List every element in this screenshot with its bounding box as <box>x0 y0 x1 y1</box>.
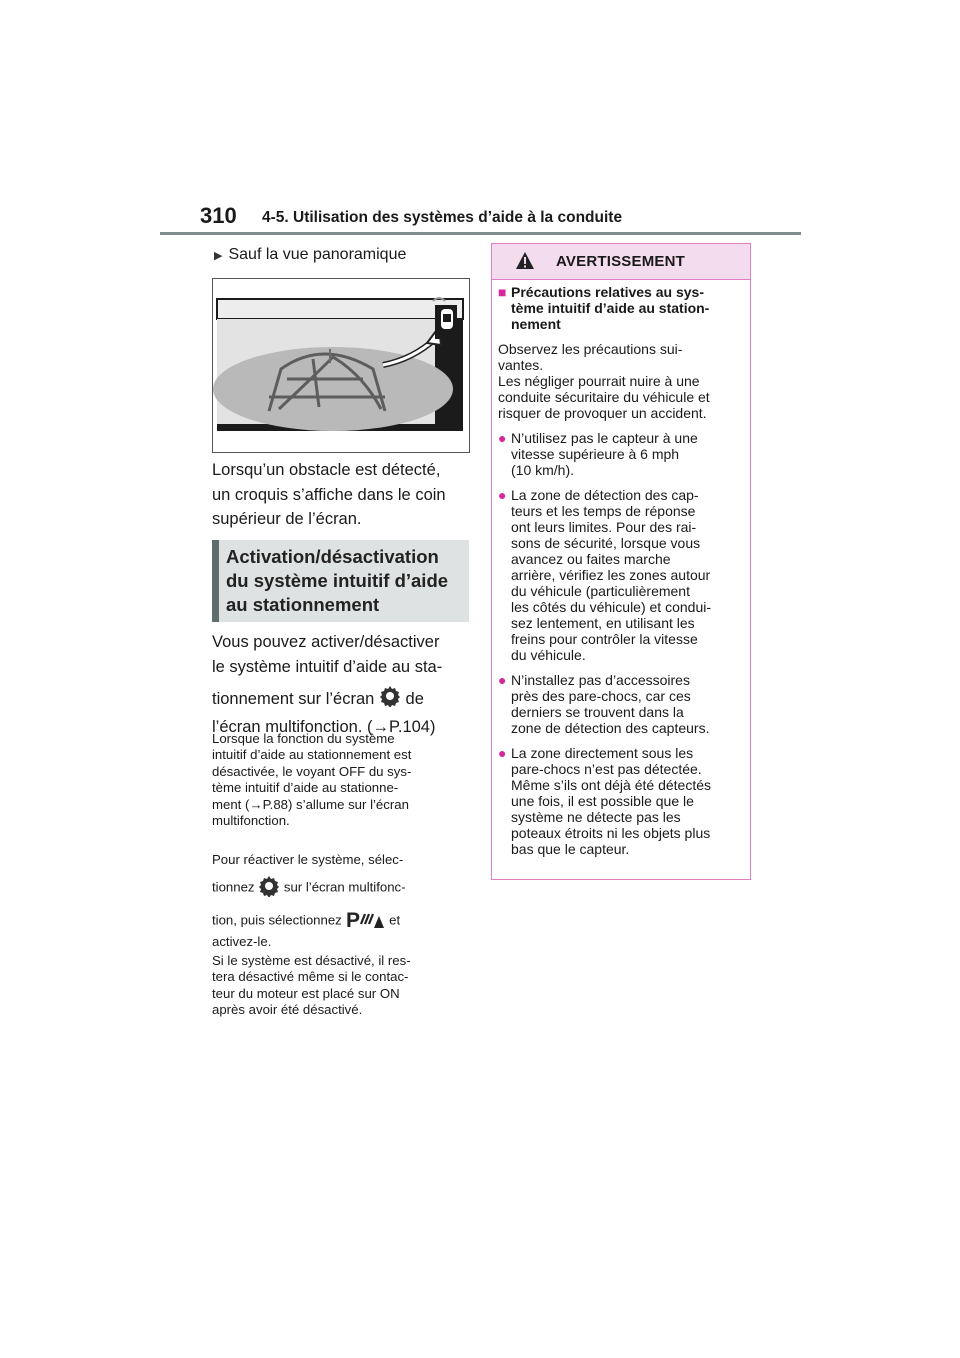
warning-item-line: vitesse supérieure à 6 mph <box>511 446 680 462</box>
p1-line: Vous pouvez activer/désactiver <box>212 633 440 651</box>
warning-title-line: tème intuitif d’aide au station- <box>511 300 710 316</box>
dot-bullet-icon: ● <box>498 487 507 503</box>
warning-item-line: une fois, il est possible que le <box>511 793 694 809</box>
page-number: 310 <box>200 203 237 228</box>
page-ref-arrow: → <box>249 796 263 812</box>
warning-item-line: (10 km/h). <box>511 462 575 478</box>
warning-item-line: système ne détecte pas les <box>511 809 681 825</box>
warning-item-line: poteaux étroits ni les objets plus <box>511 825 711 841</box>
warning-item-line: teurs et les temps de réponse <box>511 503 696 519</box>
note-line <box>212 875 468 901</box>
warning-item <box>498 430 744 478</box>
warning-title-line: nement <box>511 316 561 332</box>
svg-text:P: P <box>346 908 361 930</box>
heading-line: au stationnement <box>226 594 380 615</box>
page-ref-arrow: → <box>372 717 389 736</box>
warning-item-line: zone de détection des capteurs. <box>511 720 710 736</box>
warning-item-line: derniers se trouvent dans la <box>511 704 684 720</box>
intro-line: supérieur de l’écran. <box>212 510 362 528</box>
warning-title-line: Précautions relatives au sys- <box>511 284 704 300</box>
bullet-triangle-icon: ▶ <box>214 249 223 262</box>
warning-item-line: Même s’ils ont déjà été détectés <box>511 777 711 793</box>
intro-paragraph <box>212 458 474 532</box>
dot-bullet-icon: ● <box>498 672 507 688</box>
p1-text: de <box>405 690 424 709</box>
warning-item-line: freins pour contrôler la vitesse <box>511 631 698 647</box>
note-line <box>212 908 468 934</box>
warning-item-line: arrière, vérifiez les zones autour <box>511 567 711 583</box>
dot-bullet-icon: ● <box>498 430 507 446</box>
warning-para-line: conduite sécuritaire du véhicule et <box>498 389 710 405</box>
note-line: Lorsque la fonction du système <box>212 731 395 746</box>
parking-sensor-icon <box>345 908 385 934</box>
heading-text <box>226 545 466 617</box>
bullet-text: Sauf la vue panoramique <box>228 246 407 263</box>
note-paragraph-2 <box>212 852 468 951</box>
warning-item-line: du véhicule. <box>511 647 586 663</box>
heading-line: du système intuitif d’aide <box>226 570 449 591</box>
warning-item <box>498 487 744 663</box>
warning-item-line: avancez ou faites marche <box>511 551 671 567</box>
p1-text: tionnement sur l’écran <box>212 690 375 709</box>
warning-item-line: La zone de détection des cap- <box>511 487 699 503</box>
warning-title: AVERTISSEMENT <box>556 253 686 270</box>
warning-item-line: N’utilisez pas le capteur à une <box>511 430 698 446</box>
warning-para-line: Observez les précautions sui- <box>498 341 683 357</box>
intro-line: un croquis s’affiche dans le coin <box>212 485 446 504</box>
warning-item-title <box>498 284 744 332</box>
warning-item-line: sons de sécurité, lorsque vous <box>511 535 701 551</box>
p1-line: le système intuitif d’aide au sta- <box>212 657 443 676</box>
gear-icon <box>379 685 401 715</box>
section-heading <box>212 540 469 622</box>
note-text: tionnez <box>212 880 255 896</box>
warning-para-line: vantes. <box>498 357 544 373</box>
square-bullet-icon: ■ <box>498 284 507 300</box>
left-column <box>212 243 470 267</box>
dot-bullet-icon: ● <box>498 745 507 761</box>
note-line: désactivée, le voyant OFF du sys- <box>212 763 412 779</box>
warning-box <box>491 243 751 880</box>
warning-item-line: La zone directement sous les <box>511 745 694 761</box>
note-line: tera désactivé même si le contac- <box>212 969 409 985</box>
warning-item <box>498 672 744 736</box>
warning-item-line: ont leurs limites. Pour des rai- <box>511 519 697 535</box>
warning-item-line: pare-chocs n’est pas détectée. <box>511 761 702 777</box>
intro-line: Lorsqu’un obstacle est détecté, <box>212 461 441 479</box>
warning-body <box>498 284 744 857</box>
note-line: activez-le. <box>212 934 272 950</box>
note-line <box>212 797 468 813</box>
note-line: Pour réactiver le système, sélec- <box>212 852 404 867</box>
gear-icon <box>258 875 280 901</box>
note-paragraph-1 <box>212 731 468 829</box>
note-text: P.88) s’allume sur l’écran <box>262 796 409 812</box>
warning-para-line: Les négliger pourrait nuire à une <box>498 373 700 389</box>
warning-item-line: les côtés du véhicule) et condui- <box>511 599 711 615</box>
p1-line <box>212 685 474 715</box>
warning-item-line: N’installez pas d’accessoires <box>511 672 690 688</box>
warning-item <box>498 745 744 857</box>
warning-item-line: du véhicule (particulièrement <box>511 583 690 599</box>
note-text: sur l’écran multifonc- <box>283 880 406 896</box>
warning-para-line: risquer de provoquer un accident. <box>498 405 707 421</box>
p1-text: l’écran multifonction. ( <box>212 717 373 736</box>
note-line: multifonction. <box>212 813 290 829</box>
page-ref: P.104) <box>388 717 436 736</box>
warning-item-line: près des pare-chocs, car ces <box>511 688 691 704</box>
warning-item-line: sez lentement, en utilisant les <box>511 615 695 631</box>
header-rule <box>160 232 801 235</box>
activation-paragraph <box>212 630 474 739</box>
note-line: après avoir été désactivé. <box>212 1002 363 1018</box>
note-text: et <box>389 912 401 928</box>
bullet-line <box>214 243 470 267</box>
section-header: 4-5. Utilisation des systèmes d’aide à la conduite <box>262 209 623 226</box>
heading-line: Activation/désactivation <box>226 546 439 567</box>
note-line: teur du moteur est placé sur ON <box>212 985 400 1001</box>
warning-paragraph <box>498 341 744 421</box>
note-line: intuitif d’aide au stationnement est <box>212 747 412 763</box>
warning-header <box>492 244 750 280</box>
note-line: tème intuitif d’aide au stationne- <box>212 780 399 796</box>
note-line: Si le système est désactivé, il res- <box>212 953 411 968</box>
note-text: ment ( <box>212 796 250 812</box>
warning-item-line: bas que le capteur. <box>511 841 630 857</box>
parking-display-figure <box>212 278 470 453</box>
note-paragraph-3 <box>212 953 468 1019</box>
warning-triangle-icon <box>515 251 535 275</box>
note-text: tion, puis sélectionnez <box>212 912 342 928</box>
heading-accent-bar <box>212 540 219 622</box>
